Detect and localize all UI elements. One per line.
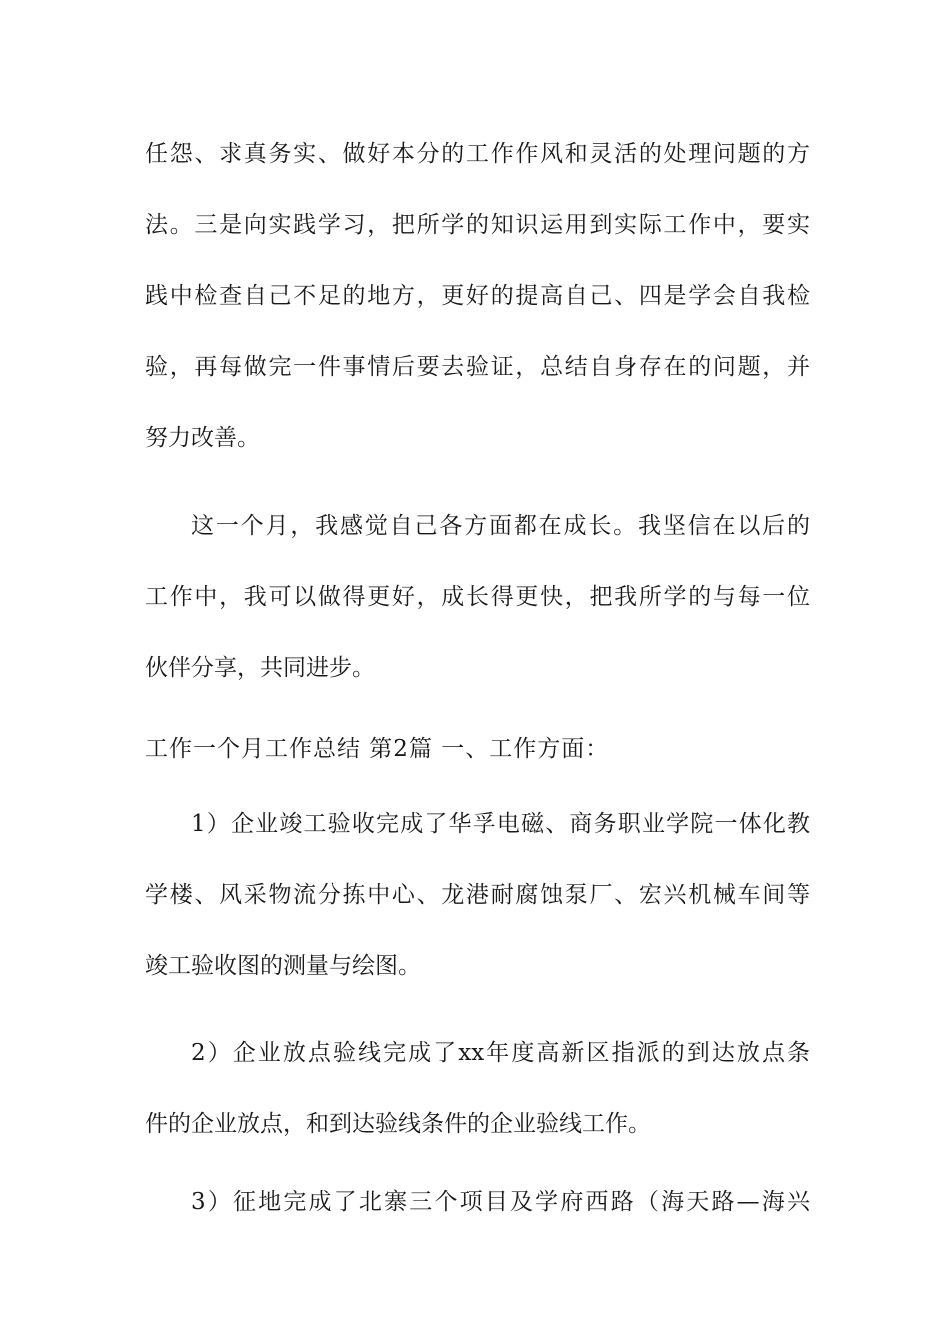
text-line-7: 工作中，我可以做得更好，成长得更快，把我所学的与每一位 <box>145 584 810 610</box>
text-line-6: 这一个月，我感觉自己各方面都在成长。我坚信在以后的 <box>191 513 810 539</box>
text-line-4: 验，再每做完一件事情后要去验证，总结自身存在的问题，并 <box>145 354 810 380</box>
text-line-3: 践中检查自己不足的地方，更好的提高自己、四是学会自我检 <box>145 283 810 309</box>
section-heading: 工作一个月工作总结 第2篇 一、工作方面： <box>145 736 610 762</box>
text-line-1: 任怨、求真务实、做好本分的工作作风和灵活的处理问题的方 <box>145 141 810 167</box>
text-line-15: 3）征地完成了北寨三个项目及学府西路（海天路—海兴 <box>191 1189 810 1215</box>
text-line-13: 2）企业放点验线完成了xx年度高新区指派的到达放点条 <box>191 1040 810 1066</box>
text-line-14: 件的企业放点，和到达验线条件的企业验线工作。 <box>145 1111 651 1137</box>
text-line-12: 竣工验收图的测量与绘图。 <box>145 953 421 979</box>
text-line-2: 法。三是向实践学习，把所学的知识运用到实际工作中，要实 <box>145 212 810 238</box>
text-line-5: 努力改善。 <box>145 425 260 451</box>
text-line-10: 1）企业竣工验收完成了华孚电磁、商务职业学院一体化教 <box>191 811 810 837</box>
text-line-8: 伙伴分享，共同进步。 <box>145 655 375 681</box>
text-line-11: 学楼、风采物流分拣中心、龙港耐腐蚀泵厂、宏兴机械车间等 <box>145 882 810 908</box>
